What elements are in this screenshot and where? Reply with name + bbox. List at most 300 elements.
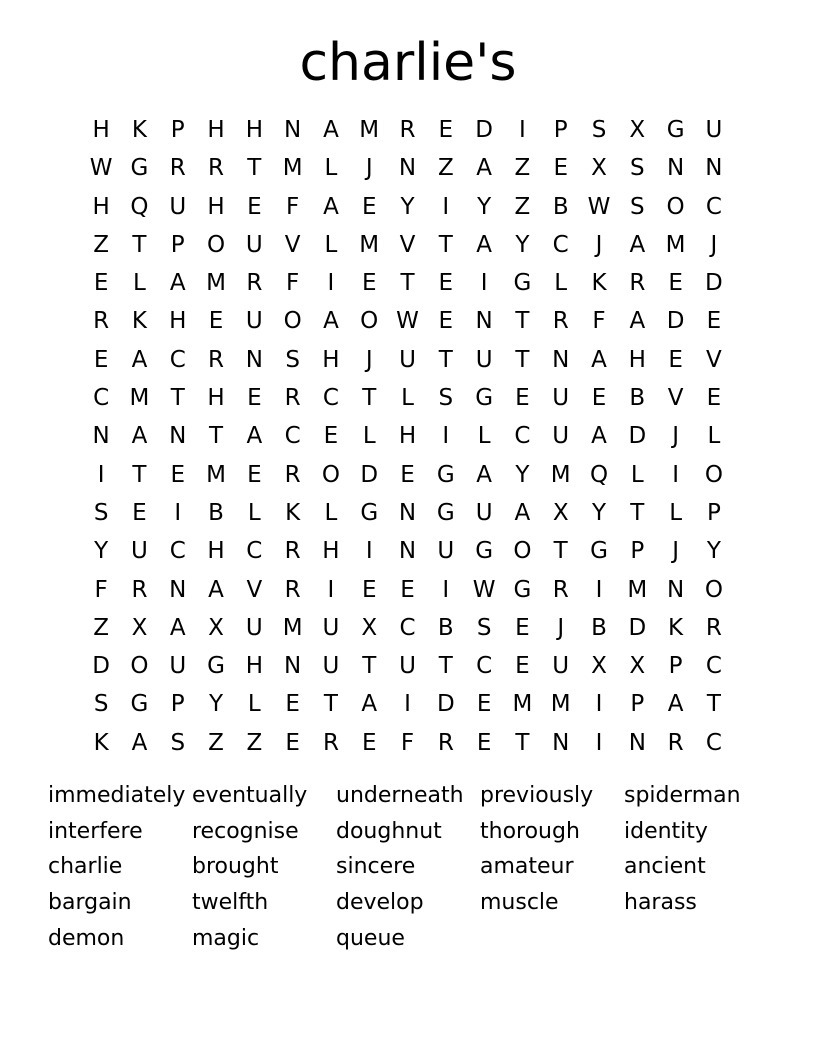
grid-letter: R (552, 576, 569, 603)
word-list-item: demon (48, 925, 125, 951)
grid-letter: E (706, 308, 722, 335)
grid-letter: A (476, 231, 492, 258)
grid-letter: B (629, 385, 646, 412)
grid-letter: E (706, 385, 722, 412)
grid-letter: C (399, 614, 416, 641)
grid-letter: E (400, 461, 415, 488)
grid-row (82, 609, 734, 647)
grid-letter: N (552, 729, 570, 756)
grid-letter: M (359, 117, 380, 143)
grid-letter: S (170, 729, 186, 756)
grid-letter: T (515, 308, 530, 335)
grid-letter: W (472, 576, 496, 603)
grid-letter: V (246, 576, 263, 603)
word-list-item: previously (480, 783, 594, 808)
grid-letter: T (438, 346, 453, 373)
grid-letter: V (706, 346, 722, 373)
grid-letter: X (361, 614, 378, 641)
grid-letter: E (93, 270, 109, 297)
grid-letter: E (476, 691, 492, 718)
grid-letter: G (590, 538, 608, 565)
grid-letter: U (552, 653, 570, 680)
grid-letter: M (627, 576, 648, 603)
word-list-item: charlie (48, 854, 123, 880)
grid-letter: H (628, 346, 646, 373)
grid-letter: P (553, 117, 568, 143)
grid-letter: I (595, 691, 603, 718)
word-list-item: recognise (192, 818, 299, 844)
grid-letter: M (665, 231, 686, 258)
grid-letter: R (629, 270, 646, 297)
grid-letter: G (475, 385, 494, 412)
grid-letter: E (208, 308, 224, 335)
grid-letter: M (206, 270, 226, 297)
grid-letter: C (705, 729, 722, 756)
grid-letter: E (285, 691, 300, 718)
grid-letter: S (93, 499, 109, 526)
grid-letter: K (285, 499, 301, 526)
grid-letter: A (476, 461, 492, 488)
grid-letter: Q (589, 461, 609, 488)
grid-letter: R (131, 576, 148, 603)
grid-letter: H (207, 538, 225, 565)
word-list-item: queue (336, 925, 405, 951)
grid-letter: L (324, 231, 338, 258)
grid-letter: S (93, 691, 109, 718)
grid-letter: P (170, 231, 185, 258)
grid-letter: G (436, 461, 455, 488)
grid-letter: C (705, 653, 722, 680)
grid-letter: N (169, 576, 187, 603)
grid-letter: X (208, 614, 224, 641)
word-list-item: spiderman (624, 783, 741, 808)
grid-letter: C (514, 423, 531, 450)
grid-letter: T (706, 691, 721, 718)
grid-letter: I (442, 193, 450, 220)
grid-row (82, 532, 734, 570)
grid-letter: U (399, 346, 416, 373)
grid-letter: P (706, 499, 721, 526)
grid-letter: O (704, 576, 723, 603)
grid-letter: U (475, 499, 493, 526)
grid-letter: H (92, 117, 110, 143)
grid-letter: N (666, 155, 685, 182)
grid-letter: G (436, 499, 455, 526)
grid-letter: I (442, 576, 450, 603)
grid-letter: E (668, 346, 683, 373)
grid-letter: C (322, 385, 339, 412)
word-list-item: interfere (48, 818, 143, 844)
grid-letter: J (557, 614, 565, 641)
grid-letter: T (247, 155, 262, 182)
grid-letter: C (476, 653, 493, 680)
grid-letter: R (208, 155, 225, 182)
grid-letter: S (476, 614, 492, 641)
grid-row (82, 685, 734, 723)
grid-letter: D (666, 308, 685, 335)
grid-letter: F (286, 193, 300, 220)
grid-letter: U (169, 653, 187, 680)
grid-letter: P (170, 691, 185, 718)
grid-letter: D (92, 653, 110, 680)
word-list-item: ancient (624, 854, 706, 880)
grid-letter: E (515, 385, 530, 412)
grid-letter: E (476, 729, 492, 756)
grid-letter: R (399, 117, 416, 143)
grid-row (82, 302, 734, 340)
grid-letter: Y (94, 538, 109, 565)
grid-letter: N (398, 538, 417, 565)
page-title: charlie's (299, 33, 517, 93)
grid-letter: P (668, 653, 683, 680)
grid-letter: E (361, 270, 377, 297)
word-list-item: muscle (480, 890, 559, 916)
grid-letter: T (400, 270, 415, 297)
grid-letter: O (321, 461, 340, 488)
grid-letter: B (591, 614, 607, 641)
grid-letter: T (630, 499, 645, 526)
grid-letter: R (284, 385, 301, 412)
grid-letter: E (400, 576, 415, 603)
grid-letter: E (93, 346, 109, 373)
grid-letter: X (552, 499, 569, 526)
grid-letter: Q (130, 193, 149, 220)
grid-letter: E (591, 385, 607, 412)
grid-letter: E (361, 729, 377, 756)
grid-letter: F (592, 308, 606, 335)
grid-letter: L (630, 461, 644, 488)
grid-letter: A (208, 576, 224, 603)
grid-letter: P (630, 691, 645, 718)
grid-letter: C (284, 423, 301, 450)
grid-letter: G (360, 499, 379, 526)
grid-letter: M (282, 155, 303, 182)
grid-letter: N (475, 308, 493, 335)
grid-letter: I (327, 576, 335, 603)
grid-letter: K (668, 614, 684, 641)
grid-letter: I (327, 270, 335, 297)
grid-letter: C (552, 231, 569, 258)
grid-letter: I (404, 691, 411, 718)
grid-letter: U (322, 614, 340, 641)
grid-letter: N (552, 346, 570, 373)
grid-letter: E (285, 729, 300, 756)
grid-letter: T (132, 461, 147, 488)
grid-row (82, 647, 734, 685)
grid-letter: H (322, 538, 340, 565)
grid-letter: C (169, 538, 186, 565)
grid-letter: N (666, 576, 685, 603)
grid-letter: S (630, 193, 645, 220)
word-list-item: eventually (192, 783, 308, 808)
grid-letter: H (207, 117, 225, 143)
grid-letter: F (94, 576, 108, 603)
grid-letter: L (362, 423, 376, 450)
grid-letter: R (552, 308, 569, 335)
grid-letter: C (93, 385, 110, 412)
grid-letter: Y (515, 461, 530, 488)
grid-letter: M (550, 691, 571, 718)
grid-letter: C (246, 538, 263, 565)
grid-letter: D (628, 614, 647, 641)
grid-letter: Y (400, 193, 415, 220)
grid-letter: A (629, 231, 646, 258)
grid-letter: G (130, 155, 149, 182)
grid-letter: J (710, 231, 718, 258)
word-list (48, 778, 778, 956)
grid-letter: L (324, 499, 338, 526)
grid-letter: S (630, 155, 645, 182)
grid-letter: M (550, 461, 571, 488)
grid-letter: H (207, 193, 225, 220)
grid-letter: S (438, 385, 454, 412)
grid-letter: H (92, 193, 110, 220)
grid-letter: Z (93, 231, 110, 258)
grid-letter: U (169, 193, 187, 220)
grid-letter: P (630, 538, 645, 565)
grid-letter: E (553, 155, 568, 182)
grid-letter: R (284, 461, 301, 488)
grid-letter: G (513, 270, 532, 297)
grid-letter: T (515, 346, 530, 373)
grid-letter: H (169, 308, 187, 335)
word-list-item: thorough (480, 818, 580, 844)
grid-letter: I (595, 576, 603, 603)
grid-letter: G (130, 691, 149, 718)
grid-letter: R (437, 729, 454, 756)
grid-letter: L (554, 270, 568, 297)
grid-letter: A (323, 193, 339, 220)
grid-letter: L (401, 385, 414, 412)
grid-row (82, 264, 734, 302)
word-list-item: develop (336, 890, 424, 916)
grid-letter: A (476, 155, 492, 182)
grid-letter: V (667, 385, 684, 412)
grid-row (82, 417, 734, 455)
grid-letter: W (587, 193, 611, 220)
grid-letter: N (284, 653, 302, 680)
grid-letter: H (245, 653, 263, 680)
grid-letter: R (93, 308, 110, 335)
grid-letter: X (629, 117, 646, 143)
grid-letter: A (169, 270, 186, 297)
grid-letter: Y (706, 538, 721, 565)
grid-letter: N (245, 346, 263, 373)
grid-letter: L (247, 499, 261, 526)
grid-letter: G (666, 117, 685, 143)
grid-letter: T (438, 653, 453, 680)
grid-letter: A (246, 423, 263, 450)
grid-letter: O (704, 461, 723, 488)
grid-row (82, 571, 734, 609)
word-list-item: harass (624, 890, 697, 916)
grid-letter: U (552, 385, 570, 412)
word-list-item: magic (192, 925, 260, 951)
grid-letter: O (283, 308, 302, 335)
word-list-item: immediately (48, 783, 186, 808)
grid-letter: I (519, 117, 526, 143)
grid-letter: E (361, 576, 377, 603)
grid-letter: U (131, 538, 148, 565)
grid-letter: T (362, 385, 377, 412)
grid-letter: L (324, 155, 338, 182)
word-list-item: underneath (336, 783, 464, 808)
grid-letter: H (322, 346, 340, 373)
grid-letter: T (362, 653, 377, 680)
grid-row (82, 724, 734, 762)
grid-letter: L (707, 423, 721, 450)
grid-letter: R (246, 270, 263, 297)
grid-letter: N (705, 155, 723, 182)
grid-letter: T (323, 691, 338, 718)
word-search-grid (82, 111, 734, 762)
grid-letter: J (672, 423, 679, 450)
grid-letter: E (247, 193, 262, 220)
grid-letter: D (705, 270, 723, 297)
grid-letter: A (131, 423, 148, 450)
grid-letter: V (284, 231, 301, 258)
grid-letter: X (591, 653, 607, 680)
grid-letter: J (365, 346, 373, 373)
grid-letter: E (438, 270, 454, 297)
grid-letter: I (672, 461, 679, 488)
word-list-item: sincere (336, 854, 416, 880)
grid-letter: X (131, 614, 148, 641)
grid-letter: R (284, 538, 301, 565)
grid-letter: W (89, 155, 113, 182)
grid-letter: A (591, 346, 607, 373)
grid-letter: T (515, 729, 530, 756)
grid-letter: I (365, 538, 373, 565)
grid-letter: H (245, 117, 263, 143)
grid-letter: O (206, 231, 226, 258)
grid-letter: G (513, 576, 532, 603)
grid-letter: N (92, 423, 110, 450)
grid-letter: U (245, 308, 263, 335)
grid-letter: U (437, 538, 455, 565)
grid-row (82, 341, 734, 379)
grid-letter: A (323, 117, 339, 143)
grid-letter: R (284, 576, 301, 603)
grid-letter: N (628, 729, 646, 756)
grid-letter: M (282, 614, 303, 641)
grid-letter: J (595, 231, 603, 258)
grid-letter: J (672, 538, 679, 565)
grid-letter: H (398, 423, 417, 450)
grid-row (82, 188, 734, 226)
grid-letter: F (400, 729, 415, 756)
grid-letter: Y (515, 231, 530, 258)
grid-letter: O (130, 653, 149, 680)
grid-letter: L (669, 499, 683, 526)
grid-letter: A (323, 308, 339, 335)
grid-letter: B (552, 193, 569, 220)
grid-letter: D (628, 423, 647, 450)
grid-letter: Z (514, 193, 531, 220)
grid-letter: B (437, 614, 454, 641)
grid-letter: B (208, 499, 224, 526)
word-list-item: doughnut (336, 818, 442, 844)
grid-letter: L (133, 270, 146, 297)
grid-letter: Z (514, 155, 531, 182)
word-list-item: twelfth (192, 890, 269, 916)
grid-letter: O (360, 308, 379, 335)
word-list-item: brought (192, 854, 279, 880)
grid-letter: Z (246, 729, 263, 756)
grid-letter: C (169, 346, 186, 373)
grid-letter: E (438, 117, 454, 143)
grid-letter: G (475, 538, 494, 565)
grid-letter: A (131, 729, 148, 756)
grid-letter: Y (209, 691, 224, 718)
grid-letter: X (629, 653, 646, 680)
grid-letter: D (475, 117, 493, 143)
grid-letter: W (396, 308, 419, 335)
grid-letter: D (360, 461, 379, 488)
grid-letter: H (207, 385, 225, 412)
grid-letter: A (514, 499, 531, 526)
grid-letter: I (595, 729, 603, 756)
grid-letter: Y (591, 499, 607, 526)
grid-letter: O (666, 193, 685, 220)
grid-letter: U (245, 231, 263, 258)
grid-row (82, 494, 734, 532)
grid-letter: S (285, 346, 300, 373)
grid-letter: E (438, 308, 454, 335)
grid-letter: K (93, 729, 109, 756)
grid-letter: R (705, 614, 722, 641)
word-list-item: identity (624, 818, 708, 844)
grid-letter: K (131, 117, 147, 143)
grid-letter: P (170, 117, 185, 143)
grid-letter: L (247, 691, 261, 718)
grid-letter: E (247, 461, 262, 488)
grid-letter: R (169, 155, 186, 182)
grid-letter: T (438, 231, 453, 258)
grid-letter: T (132, 231, 147, 258)
grid-letter: U (475, 346, 493, 373)
grid-letter: I (480, 270, 488, 297)
grid-letter: R (208, 346, 225, 373)
grid-letter: F (286, 270, 300, 297)
grid-letter: T (209, 423, 224, 450)
grid-row (82, 379, 734, 417)
grid-letter: Z (93, 614, 110, 641)
grid-letter: N (169, 423, 187, 450)
grid-row (82, 111, 734, 149)
grid-letter: X (591, 155, 607, 182)
grid-letter: U (399, 653, 416, 680)
grid-letter: M (512, 691, 533, 718)
grid-letter: M (129, 385, 150, 412)
grid-letter: R (667, 729, 684, 756)
grid-letter: N (398, 155, 417, 182)
grid-letter: E (668, 270, 683, 297)
grid-letter: Y (477, 193, 492, 220)
grid-letter: Z (437, 155, 454, 182)
grid-letter: U (322, 653, 340, 680)
word-list-item: bargain (48, 890, 132, 916)
grid-letter: N (398, 499, 417, 526)
grid-letter: A (361, 691, 378, 718)
grid-letter: C (705, 193, 722, 220)
grid-letter: U (552, 423, 570, 450)
grid-letter: E (247, 385, 262, 412)
grid-letter: A (169, 614, 186, 641)
grid-letter: E (515, 653, 530, 680)
grid-row (82, 149, 734, 187)
grid-letter: U (245, 614, 263, 641)
